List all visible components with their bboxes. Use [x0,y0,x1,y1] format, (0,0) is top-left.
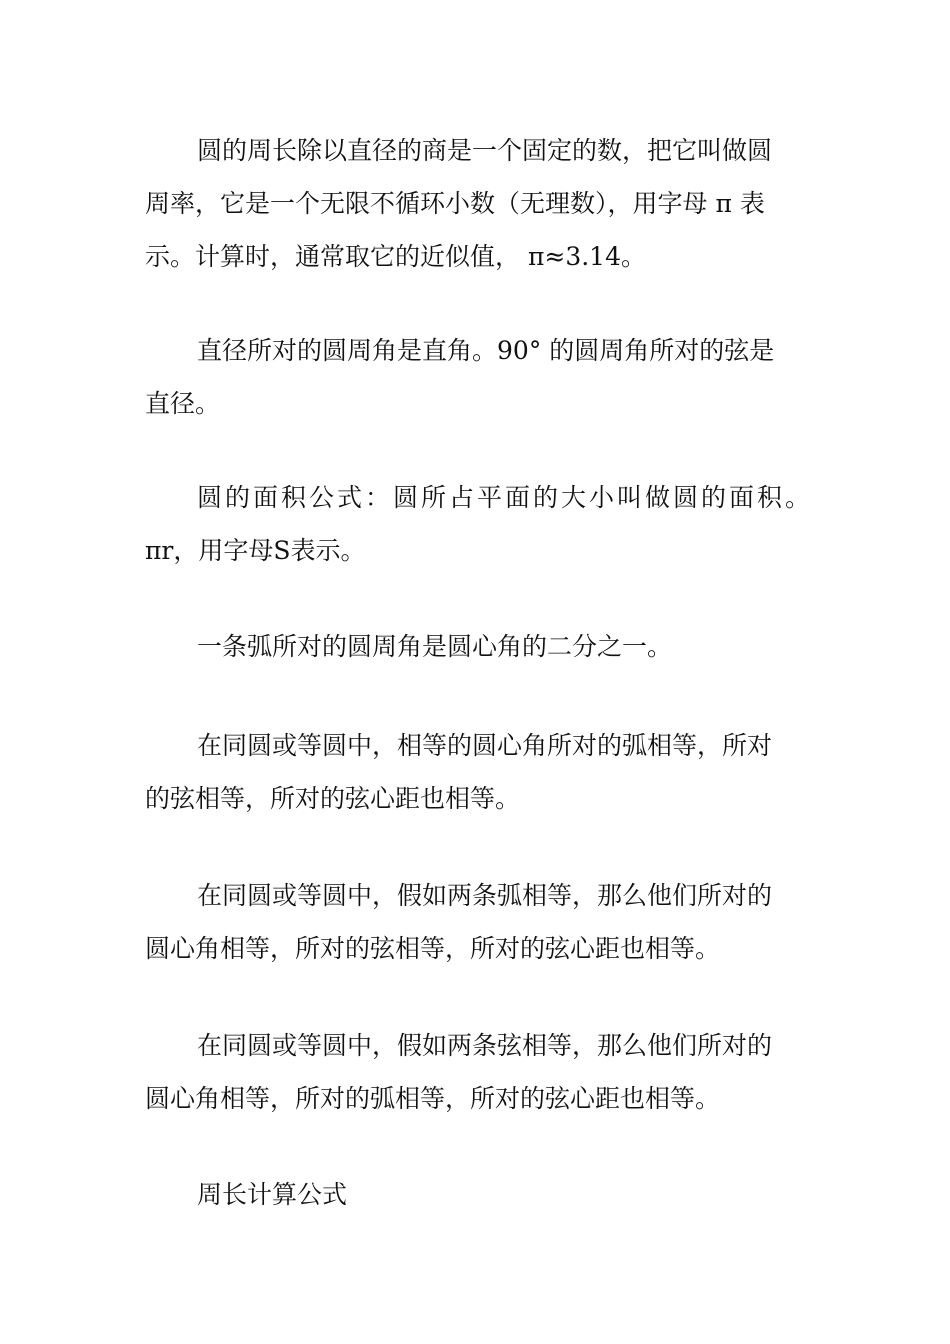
text-line: 周率，它是一个无限不循环小数（无理数），用字母 π 表 [145,189,765,218]
text-line: 示。计算时，通常取它的近似值， π≈3.14。 [145,242,646,271]
paragraph-diameter-angle [145,324,810,430]
text-line: πr，用字母S表示。 [145,536,366,565]
text-line: 直径所对的圆周角是直角。90° 的圆周角所对的弦是 [197,336,775,365]
text-line: 在同圆或等圆中，相等的圆心角所对的弧相等，所对 [197,731,773,760]
text-line: 直径。 [145,389,221,418]
paragraph-equal-central-angles [145,719,810,825]
text-line: 圆心角相等，所对的弧相等，所对的弦心距也相等。 [145,1084,721,1113]
text-line: 一条弧所对的圆周角是圆心角的二分之一。 [197,632,673,661]
paragraph-equal-chords [145,1019,810,1125]
text-line: 圆的周长除以直径的商是一个固定的数，把它叫做圆 [197,136,773,165]
text-line: 周长计算公式 [197,1180,348,1209]
paragraph-equal-arcs [145,869,810,975]
text-line: 在同圆或等圆中，假如两条弦相等，那么他们所对的 [197,1031,773,1060]
text-line: 圆心角相等，所对的弦相等，所对的弦心距也相等。 [145,934,721,963]
section-heading-perimeter-formula [145,1168,810,1221]
paragraph-pi-definition [145,124,810,283]
paragraph-inscribed-angle [145,620,810,673]
text-line: 在同圆或等圆中，假如两条弧相等，那么他们所对的 [197,881,773,910]
paragraph-area-formula [145,471,814,577]
text-line: 圆的面积公式：圆所占平面的大小叫做圆的面积。 [197,483,814,512]
text-line: 的弦相等，所对的弦心距也相等。 [145,784,521,813]
